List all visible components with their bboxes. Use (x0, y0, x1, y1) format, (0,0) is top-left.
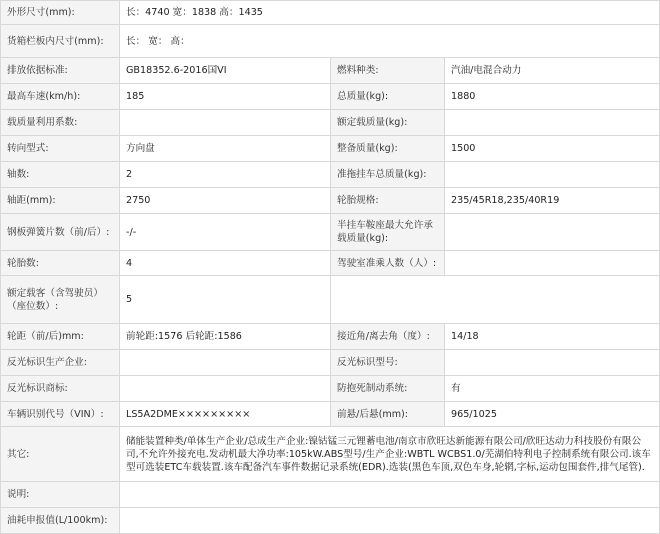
curb-weight-label: 整备质量(kg): (331, 136, 445, 162)
load-utilization-value (120, 110, 331, 136)
table-row (1, 58, 660, 84)
approach-departure-angle-label: 接近角/离去角（度）: (331, 324, 445, 350)
fuel-type-label: 燃料种类: (331, 58, 445, 84)
cargo-box-dimensions-value: 长： 宽： 高： (120, 25, 660, 58)
axle-count-label: 轴数: (1, 162, 120, 188)
trailer-mass-value (445, 162, 660, 188)
vin-value: LS5A2DME××××××××× (120, 402, 331, 427)
gross-mass-label: 总质量(kg): (331, 84, 445, 110)
gross-mass-value: 1880 (445, 84, 660, 110)
cab-capacity-label: 驾驶室准乘人数（人）: (331, 251, 445, 276)
notes-value (120, 482, 660, 508)
table-row (1, 482, 660, 508)
tire-spec-value: 235/45R18,235/40R19 (445, 188, 660, 214)
seating-capacity-label: 额定载客（含驾驶员）（座位数）: (1, 276, 120, 324)
table-row (1, 136, 660, 162)
curb-weight-value: 1500 (445, 136, 660, 162)
reflector-model-label: 反光标识型号: (331, 350, 445, 376)
table-row (1, 188, 660, 214)
saddle-load-value (445, 214, 660, 251)
cab-capacity-value (445, 251, 660, 276)
rated-load-value (445, 110, 660, 136)
emission-standard-label: 排放依据标准: (1, 58, 120, 84)
reflector-maker-value (120, 350, 331, 376)
table-row (1, 84, 660, 110)
axle-count-value: 2 (120, 162, 331, 188)
saddle-load-label: 半挂车鞍座最大允许承载质量(kg): (331, 214, 445, 251)
wheelbase-label: 轴距(mm): (1, 188, 120, 214)
tire-spec-label: 轮胎规格: (331, 188, 445, 214)
empty-cell (331, 276, 660, 324)
other-label: 其它: (1, 427, 120, 482)
table-row (1, 402, 660, 427)
seating-capacity-value: 5 (120, 276, 331, 324)
table-row (1, 1, 660, 25)
approach-departure-angle-value: 14/18 (445, 324, 660, 350)
table-row (1, 25, 660, 58)
table-row (1, 276, 660, 324)
leaf-spring-count-value: -/- (120, 214, 331, 251)
load-utilization-label: 载质量利用系数: (1, 110, 120, 136)
leaf-spring-count-label: 钢板弹簧片数（前/后）: (1, 214, 120, 251)
table-row (1, 427, 660, 482)
table-row (1, 214, 660, 251)
dimensions-label: 外形尺寸(mm): (1, 1, 120, 25)
fuel-type-value: 汽油/电混合动力 (445, 58, 660, 84)
rated-load-label: 额定载质量(kg): (331, 110, 445, 136)
abs-label: 防抱死制动系统: (331, 376, 445, 402)
tire-count-label: 轮胎数: (1, 251, 120, 276)
max-speed-label: 最高车速(km/h): (1, 84, 120, 110)
table-row (1, 162, 660, 188)
emission-standard-value: GB18352.6-2016国VI (120, 58, 331, 84)
reflector-maker-label: 反光标识生产企业: (1, 350, 120, 376)
track-width-value: 前轮距:1576 后轮距:1586 (120, 324, 331, 350)
dimensions-value: 长：4740 宽：1838 高：1435 (120, 1, 660, 25)
cargo-box-dimensions-label: 货箱栏板内尺寸(mm): (1, 25, 120, 58)
wheelbase-value: 2750 (120, 188, 331, 214)
trailer-mass-label: 准拖挂车总质量(kg): (331, 162, 445, 188)
steering-type-label: 转向型式: (1, 136, 120, 162)
vin-label: 车辆识别代号（VIN）: (1, 402, 120, 427)
other-value: 储能装置种类/单体生产企业/总成生产企业:镍钴锰三元锂蓄电池/南京市欣旺达新能源有限公司/欣旺达动力科技股份有限公司,不允许外接充电.发动机最大净功率:105kW.ABS型号/生产企业:WBTL WCBS1.0/芜湖伯特利电子控制系统有限公司.该车型可选装ETC车载装置.该车配备汽车事件数据记录系统(EDR).选装(黑色车顶,双色车身,轮辋,字标,运动包围套件,排气尾管). (120, 427, 660, 482)
abs-value: 有 (445, 376, 660, 402)
steering-type-value: 方向盘 (120, 136, 331, 162)
reflector-model-value (445, 350, 660, 376)
table-row (1, 251, 660, 276)
reflector-brand-value (120, 376, 331, 402)
tire-count-value: 4 (120, 251, 331, 276)
table-row (1, 324, 660, 350)
notes-label: 说明: (1, 482, 120, 508)
table-row (1, 376, 660, 402)
overhang-value: 965/1025 (445, 402, 660, 427)
fuel-consumption-label: 油耗申报值(L/100km): (1, 508, 120, 534)
overhang-label: 前悬/后悬(mm): (331, 402, 445, 427)
reflector-brand-label: 反光标识商标: (1, 376, 120, 402)
track-width-label: 轮距（前/后)mm: (1, 324, 120, 350)
max-speed-value: 185 (120, 84, 331, 110)
table-row (1, 110, 660, 136)
table-row (1, 350, 660, 376)
